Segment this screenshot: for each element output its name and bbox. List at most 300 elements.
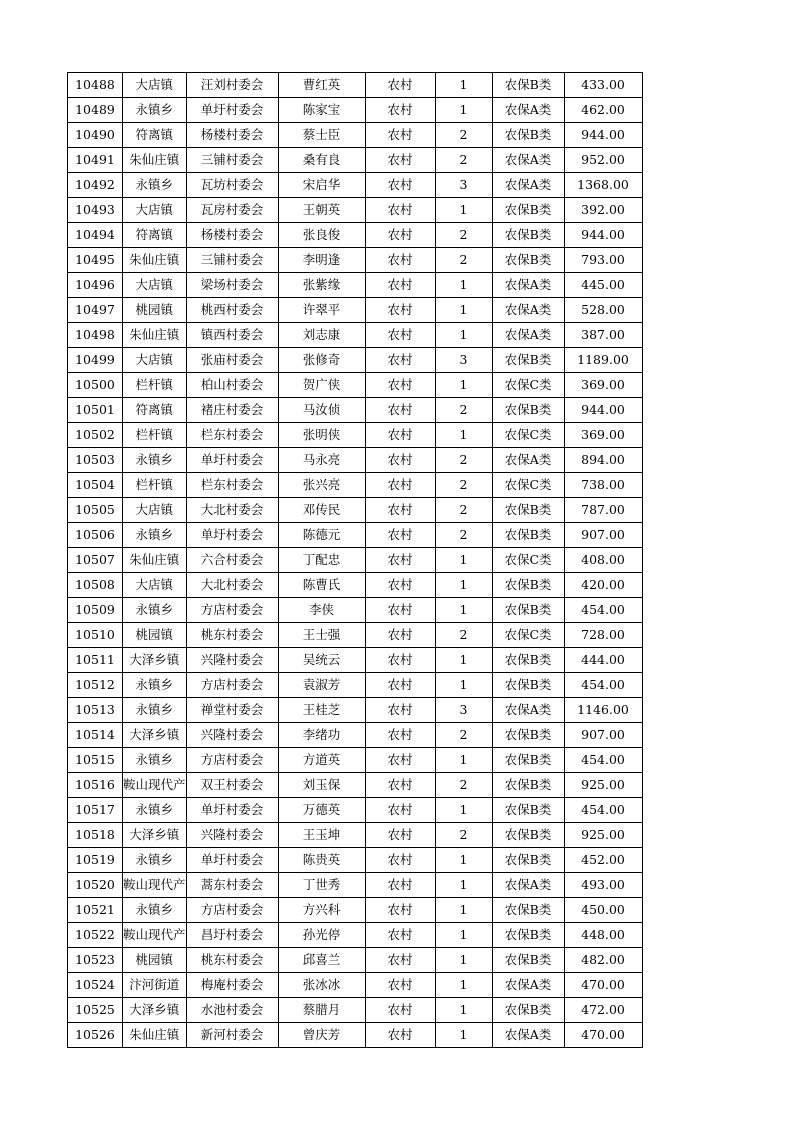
insurance-type-cell: 农保B类 xyxy=(492,723,564,748)
town-cell: 鞍山现代产 xyxy=(123,873,187,898)
amount-cell: 894.00 xyxy=(564,448,642,473)
name-cell: 王玉坤 xyxy=(278,823,365,848)
household-count-cell: 2 xyxy=(435,398,492,423)
town-cell: 朱仙庄镇 xyxy=(123,1023,187,1048)
insurance-type-cell: 农保B类 xyxy=(492,123,564,148)
table-row xyxy=(68,423,643,448)
area-type-cell: 农村 xyxy=(365,923,435,948)
amount-cell: 450.00 xyxy=(564,898,642,923)
row-id-cell: 10517 xyxy=(68,798,123,823)
household-count-cell: 1 xyxy=(435,1023,492,1048)
name-cell: 丁世秀 xyxy=(278,873,365,898)
area-type-cell: 农村 xyxy=(365,1023,435,1048)
insurance-type-cell: 农保A类 xyxy=(492,98,564,123)
area-type-cell: 农村 xyxy=(365,648,435,673)
row-id-cell: 10514 xyxy=(68,723,123,748)
name-cell: 曹红英 xyxy=(278,73,365,98)
household-count-cell: 1 xyxy=(435,423,492,448)
name-cell: 马汝侦 xyxy=(278,398,365,423)
village-cell: 柏山村委会 xyxy=(186,373,278,398)
name-cell: 张明侠 xyxy=(278,423,365,448)
village-cell: 梁场村委会 xyxy=(186,273,278,298)
household-count-cell: 3 xyxy=(435,698,492,723)
household-count-cell: 1 xyxy=(435,273,492,298)
insurance-type-cell: 农保B类 xyxy=(492,773,564,798)
insurance-type-cell: 农保B类 xyxy=(492,523,564,548)
village-cell: 大北村委会 xyxy=(186,498,278,523)
household-count-cell: 2 xyxy=(435,723,492,748)
town-cell: 桃园镇 xyxy=(123,298,187,323)
town-cell: 汴河街道 xyxy=(123,973,187,998)
row-id-cell: 10499 xyxy=(68,348,123,373)
amount-cell: 738.00 xyxy=(564,473,642,498)
household-count-cell: 1 xyxy=(435,848,492,873)
area-type-cell: 农村 xyxy=(365,748,435,773)
amount-cell: 528.00 xyxy=(564,298,642,323)
insurance-type-cell: 农保B类 xyxy=(492,198,564,223)
town-cell: 永镇乡 xyxy=(123,848,187,873)
town-cell: 永镇乡 xyxy=(123,898,187,923)
area-type-cell: 农村 xyxy=(365,298,435,323)
name-cell: 张兴亮 xyxy=(278,473,365,498)
town-cell: 永镇乡 xyxy=(123,173,187,198)
village-cell: 新河村委会 xyxy=(186,1023,278,1048)
village-cell: 水池村委会 xyxy=(186,998,278,1023)
table-row xyxy=(68,798,643,823)
village-cell: 张庙村委会 xyxy=(186,348,278,373)
table-row xyxy=(68,248,643,273)
area-type-cell: 农村 xyxy=(365,673,435,698)
village-cell: 方店村委会 xyxy=(186,673,278,698)
name-cell: 方兴科 xyxy=(278,898,365,923)
area-type-cell: 农村 xyxy=(365,623,435,648)
table-row xyxy=(68,298,643,323)
town-cell: 桃园镇 xyxy=(123,948,187,973)
household-count-cell: 1 xyxy=(435,73,492,98)
insurance-type-cell: 农保B类 xyxy=(492,73,564,98)
amount-cell: 369.00 xyxy=(564,373,642,398)
row-id-cell: 10521 xyxy=(68,898,123,923)
area-type-cell: 农村 xyxy=(365,398,435,423)
table-row xyxy=(68,273,643,298)
row-id-cell: 10519 xyxy=(68,848,123,873)
name-cell: 贺广侠 xyxy=(278,373,365,398)
name-cell: 吴统云 xyxy=(278,648,365,673)
area-type-cell: 农村 xyxy=(365,473,435,498)
village-cell: 单圩村委会 xyxy=(186,523,278,548)
amount-cell: 1146.00 xyxy=(564,698,642,723)
table-row xyxy=(68,198,643,223)
town-cell: 大泽乡镇 xyxy=(123,823,187,848)
household-count-cell: 1 xyxy=(435,873,492,898)
insurance-type-cell: 农保B类 xyxy=(492,248,564,273)
table-row xyxy=(68,148,643,173)
amount-cell: 944.00 xyxy=(564,223,642,248)
insurance-type-cell: 农保A类 xyxy=(492,298,564,323)
row-id-cell: 10516 xyxy=(68,773,123,798)
household-count-cell: 2 xyxy=(435,623,492,648)
insurance-type-cell: 农保A类 xyxy=(492,148,564,173)
amount-cell: 787.00 xyxy=(564,498,642,523)
village-cell: 单圩村委会 xyxy=(186,798,278,823)
table-row xyxy=(68,998,643,1023)
name-cell: 张修奇 xyxy=(278,348,365,373)
town-cell: 栏杆镇 xyxy=(123,373,187,398)
village-cell: 大北村委会 xyxy=(186,573,278,598)
village-cell: 桃东村委会 xyxy=(186,623,278,648)
name-cell: 陈曹氏 xyxy=(278,573,365,598)
amount-cell: 454.00 xyxy=(564,748,642,773)
amount-cell: 452.00 xyxy=(564,848,642,873)
row-id-cell: 10507 xyxy=(68,548,123,573)
area-type-cell: 农村 xyxy=(365,998,435,1023)
amount-cell: 454.00 xyxy=(564,598,642,623)
town-cell: 永镇乡 xyxy=(123,598,187,623)
village-cell: 瓦坊村委会 xyxy=(186,173,278,198)
name-cell: 王桂芝 xyxy=(278,698,365,723)
row-id-cell: 10520 xyxy=(68,873,123,898)
area-type-cell: 农村 xyxy=(365,423,435,448)
town-cell: 桃园镇 xyxy=(123,623,187,648)
town-cell: 栏杆镇 xyxy=(123,423,187,448)
insurance-type-cell: 农保B类 xyxy=(492,648,564,673)
amount-cell: 728.00 xyxy=(564,623,642,648)
village-cell: 桃东村委会 xyxy=(186,948,278,973)
insurance-type-cell: 农保B类 xyxy=(492,573,564,598)
name-cell: 陈德元 xyxy=(278,523,365,548)
amount-cell: 454.00 xyxy=(564,798,642,823)
town-cell: 永镇乡 xyxy=(123,448,187,473)
row-id-cell: 10510 xyxy=(68,623,123,648)
household-count-cell: 1 xyxy=(435,948,492,973)
area-type-cell: 农村 xyxy=(365,373,435,398)
amount-cell: 907.00 xyxy=(564,523,642,548)
area-type-cell: 农村 xyxy=(365,198,435,223)
village-cell: 桃西村委会 xyxy=(186,298,278,323)
table-row xyxy=(68,823,643,848)
area-type-cell: 农村 xyxy=(365,498,435,523)
table-row xyxy=(68,698,643,723)
household-count-cell: 2 xyxy=(435,498,492,523)
table-row xyxy=(68,398,643,423)
village-cell: 杨楼村委会 xyxy=(186,123,278,148)
row-id-cell: 10518 xyxy=(68,823,123,848)
town-cell: 朱仙庄镇 xyxy=(123,548,187,573)
table-row xyxy=(68,348,643,373)
row-id-cell: 10526 xyxy=(68,1023,123,1048)
area-type-cell: 农村 xyxy=(365,723,435,748)
table-row xyxy=(68,523,643,548)
area-type-cell: 农村 xyxy=(365,573,435,598)
household-count-cell: 1 xyxy=(435,973,492,998)
town-cell: 大店镇 xyxy=(123,498,187,523)
village-cell: 兴隆村委会 xyxy=(186,723,278,748)
insurance-type-cell: 农保C类 xyxy=(492,473,564,498)
table-row xyxy=(68,173,643,198)
amount-cell: 462.00 xyxy=(564,98,642,123)
area-type-cell: 农村 xyxy=(365,973,435,998)
table-row xyxy=(68,223,643,248)
village-cell: 兴隆村委会 xyxy=(186,648,278,673)
row-id-cell: 10515 xyxy=(68,748,123,773)
row-id-cell: 10489 xyxy=(68,98,123,123)
row-id-cell: 10525 xyxy=(68,998,123,1023)
amount-cell: 1368.00 xyxy=(564,173,642,198)
table-row xyxy=(68,323,643,348)
row-id-cell: 10506 xyxy=(68,523,123,548)
household-count-cell: 2 xyxy=(435,448,492,473)
town-cell: 永镇乡 xyxy=(123,673,187,698)
amount-cell: 793.00 xyxy=(564,248,642,273)
name-cell: 张紫缘 xyxy=(278,273,365,298)
name-cell: 蔡腊月 xyxy=(278,998,365,1023)
village-cell: 三铺村委会 xyxy=(186,248,278,273)
household-count-cell: 1 xyxy=(435,198,492,223)
row-id-cell: 10497 xyxy=(68,298,123,323)
name-cell: 王士强 xyxy=(278,623,365,648)
household-count-cell: 2 xyxy=(435,123,492,148)
row-id-cell: 10494 xyxy=(68,223,123,248)
name-cell: 李明逢 xyxy=(278,248,365,273)
household-count-cell: 1 xyxy=(435,298,492,323)
village-cell: 单圩村委会 xyxy=(186,98,278,123)
area-type-cell: 农村 xyxy=(365,698,435,723)
village-cell: 双王村委会 xyxy=(186,773,278,798)
household-count-cell: 3 xyxy=(435,348,492,373)
row-id-cell: 10491 xyxy=(68,148,123,173)
name-cell: 李侠 xyxy=(278,598,365,623)
table-row xyxy=(68,648,643,673)
town-cell: 大店镇 xyxy=(123,348,187,373)
area-type-cell: 农村 xyxy=(365,248,435,273)
amount-cell: 907.00 xyxy=(564,723,642,748)
area-type-cell: 农村 xyxy=(365,73,435,98)
household-count-cell: 1 xyxy=(435,98,492,123)
table-row xyxy=(68,748,643,773)
village-cell: 瓦房村委会 xyxy=(186,198,278,223)
table-row xyxy=(68,723,643,748)
village-cell: 梅庵村委会 xyxy=(186,973,278,998)
town-cell: 大店镇 xyxy=(123,198,187,223)
area-type-cell: 农村 xyxy=(365,223,435,248)
insurance-type-cell: 农保C类 xyxy=(492,423,564,448)
village-cell: 栏东村委会 xyxy=(186,473,278,498)
insurance-type-cell: 农保C类 xyxy=(492,623,564,648)
area-type-cell: 农村 xyxy=(365,523,435,548)
village-cell: 褚庄村委会 xyxy=(186,398,278,423)
row-id-cell: 10490 xyxy=(68,123,123,148)
town-cell: 栏杆镇 xyxy=(123,473,187,498)
village-cell: 蒿东村委会 xyxy=(186,873,278,898)
village-cell: 方店村委会 xyxy=(186,748,278,773)
area-type-cell: 农村 xyxy=(365,773,435,798)
row-id-cell: 10509 xyxy=(68,598,123,623)
insurance-type-cell: 农保B类 xyxy=(492,673,564,698)
amount-cell: 387.00 xyxy=(564,323,642,348)
table-row xyxy=(68,123,643,148)
insurance-type-cell: 农保B类 xyxy=(492,923,564,948)
insurance-type-cell: 农保B类 xyxy=(492,798,564,823)
area-type-cell: 农村 xyxy=(365,873,435,898)
household-count-cell: 2 xyxy=(435,148,492,173)
area-type-cell: 农村 xyxy=(365,273,435,298)
household-count-cell: 2 xyxy=(435,248,492,273)
name-cell: 桑有良 xyxy=(278,148,365,173)
name-cell: 万德英 xyxy=(278,798,365,823)
household-count-cell: 2 xyxy=(435,523,492,548)
table-row xyxy=(68,973,643,998)
village-cell: 方店村委会 xyxy=(186,898,278,923)
household-count-cell: 3 xyxy=(435,173,492,198)
amount-cell: 925.00 xyxy=(564,823,642,848)
table-row xyxy=(68,448,643,473)
village-cell: 禅堂村委会 xyxy=(186,698,278,723)
insurance-type-cell: 农保B类 xyxy=(492,848,564,873)
area-type-cell: 农村 xyxy=(365,123,435,148)
table-row xyxy=(68,1023,643,1048)
data-table xyxy=(67,72,643,1048)
town-cell: 永镇乡 xyxy=(123,98,187,123)
amount-cell: 482.00 xyxy=(564,948,642,973)
village-cell: 栏东村委会 xyxy=(186,423,278,448)
town-cell: 大泽乡镇 xyxy=(123,998,187,1023)
row-id-cell: 10495 xyxy=(68,248,123,273)
row-id-cell: 10492 xyxy=(68,173,123,198)
amount-cell: 444.00 xyxy=(564,648,642,673)
table-row xyxy=(68,898,643,923)
name-cell: 宋启华 xyxy=(278,173,365,198)
insurance-type-cell: 农保A类 xyxy=(492,273,564,298)
amount-cell: 369.00 xyxy=(564,423,642,448)
row-id-cell: 10524 xyxy=(68,973,123,998)
table-row xyxy=(68,73,643,98)
town-cell: 大泽乡镇 xyxy=(123,723,187,748)
village-cell: 方店村委会 xyxy=(186,598,278,623)
insurance-type-cell: 农保B类 xyxy=(492,998,564,1023)
town-cell: 永镇乡 xyxy=(123,798,187,823)
household-count-cell: 2 xyxy=(435,223,492,248)
town-cell: 符离镇 xyxy=(123,123,187,148)
name-cell: 孙光停 xyxy=(278,923,365,948)
household-count-cell: 1 xyxy=(435,748,492,773)
household-count-cell: 1 xyxy=(435,673,492,698)
area-type-cell: 农村 xyxy=(365,323,435,348)
row-id-cell: 10496 xyxy=(68,273,123,298)
row-id-cell: 10488 xyxy=(68,73,123,98)
town-cell: 永镇乡 xyxy=(123,523,187,548)
household-count-cell: 1 xyxy=(435,548,492,573)
name-cell: 张冰冰 xyxy=(278,973,365,998)
insurance-type-cell: 农保A类 xyxy=(492,973,564,998)
row-id-cell: 10522 xyxy=(68,923,123,948)
area-type-cell: 农村 xyxy=(365,98,435,123)
amount-cell: 944.00 xyxy=(564,398,642,423)
household-count-cell: 1 xyxy=(435,373,492,398)
insurance-type-cell: 农保B类 xyxy=(492,898,564,923)
amount-cell: 1189.00 xyxy=(564,348,642,373)
amount-cell: 448.00 xyxy=(564,923,642,948)
table-row xyxy=(68,373,643,398)
row-id-cell: 10511 xyxy=(68,648,123,673)
village-cell: 汪刘村委会 xyxy=(186,73,278,98)
row-id-cell: 10504 xyxy=(68,473,123,498)
insurance-type-cell: 农保B类 xyxy=(492,598,564,623)
name-cell: 袁淑芳 xyxy=(278,673,365,698)
table-row xyxy=(68,473,643,498)
name-cell: 李绪功 xyxy=(278,723,365,748)
village-cell: 兴隆村委会 xyxy=(186,823,278,848)
table-row xyxy=(68,848,643,873)
row-id-cell: 10523 xyxy=(68,948,123,973)
table-row xyxy=(68,873,643,898)
insurance-type-cell: 农保A类 xyxy=(492,323,564,348)
table-row xyxy=(68,573,643,598)
table-row xyxy=(68,923,643,948)
name-cell: 邓传民 xyxy=(278,498,365,523)
town-cell: 永镇乡 xyxy=(123,698,187,723)
amount-cell: 493.00 xyxy=(564,873,642,898)
household-count-cell: 1 xyxy=(435,573,492,598)
amount-cell: 433.00 xyxy=(564,73,642,98)
area-type-cell: 农村 xyxy=(365,823,435,848)
insurance-type-cell: 农保B类 xyxy=(492,948,564,973)
amount-cell: 470.00 xyxy=(564,973,642,998)
household-count-cell: 1 xyxy=(435,323,492,348)
amount-cell: 470.00 xyxy=(564,1023,642,1048)
household-count-cell: 1 xyxy=(435,798,492,823)
table-row xyxy=(68,773,643,798)
household-count-cell: 1 xyxy=(435,598,492,623)
area-type-cell: 农村 xyxy=(365,948,435,973)
village-cell: 镇西村委会 xyxy=(186,323,278,348)
town-cell: 大店镇 xyxy=(123,73,187,98)
amount-cell: 925.00 xyxy=(564,773,642,798)
town-cell: 符离镇 xyxy=(123,398,187,423)
area-type-cell: 农村 xyxy=(365,448,435,473)
name-cell: 刘志康 xyxy=(278,323,365,348)
name-cell: 张良俊 xyxy=(278,223,365,248)
village-cell: 六合村委会 xyxy=(186,548,278,573)
insurance-type-cell: 农保C类 xyxy=(492,373,564,398)
amount-cell: 445.00 xyxy=(564,273,642,298)
row-id-cell: 10501 xyxy=(68,398,123,423)
insurance-type-cell: 农保B类 xyxy=(492,498,564,523)
table-row xyxy=(68,548,643,573)
amount-cell: 952.00 xyxy=(564,148,642,173)
area-type-cell: 农村 xyxy=(365,598,435,623)
row-id-cell: 10503 xyxy=(68,448,123,473)
insurance-type-cell: 农保A类 xyxy=(492,1023,564,1048)
village-cell: 杨楼村委会 xyxy=(186,223,278,248)
amount-cell: 392.00 xyxy=(564,198,642,223)
insurance-type-cell: 农保C类 xyxy=(492,548,564,573)
town-cell: 大店镇 xyxy=(123,573,187,598)
table-row xyxy=(68,498,643,523)
name-cell: 曾庆芳 xyxy=(278,1023,365,1048)
village-cell: 三铺村委会 xyxy=(186,148,278,173)
insurance-type-cell: 农保B类 xyxy=(492,348,564,373)
household-count-cell: 2 xyxy=(435,823,492,848)
insurance-type-cell: 农保B类 xyxy=(492,223,564,248)
town-cell: 大店镇 xyxy=(123,273,187,298)
name-cell: 丁配忠 xyxy=(278,548,365,573)
household-count-cell: 1 xyxy=(435,898,492,923)
row-id-cell: 10502 xyxy=(68,423,123,448)
name-cell: 方道英 xyxy=(278,748,365,773)
name-cell: 王朝英 xyxy=(278,198,365,223)
row-id-cell: 10513 xyxy=(68,698,123,723)
insurance-type-cell: 农保A类 xyxy=(492,873,564,898)
